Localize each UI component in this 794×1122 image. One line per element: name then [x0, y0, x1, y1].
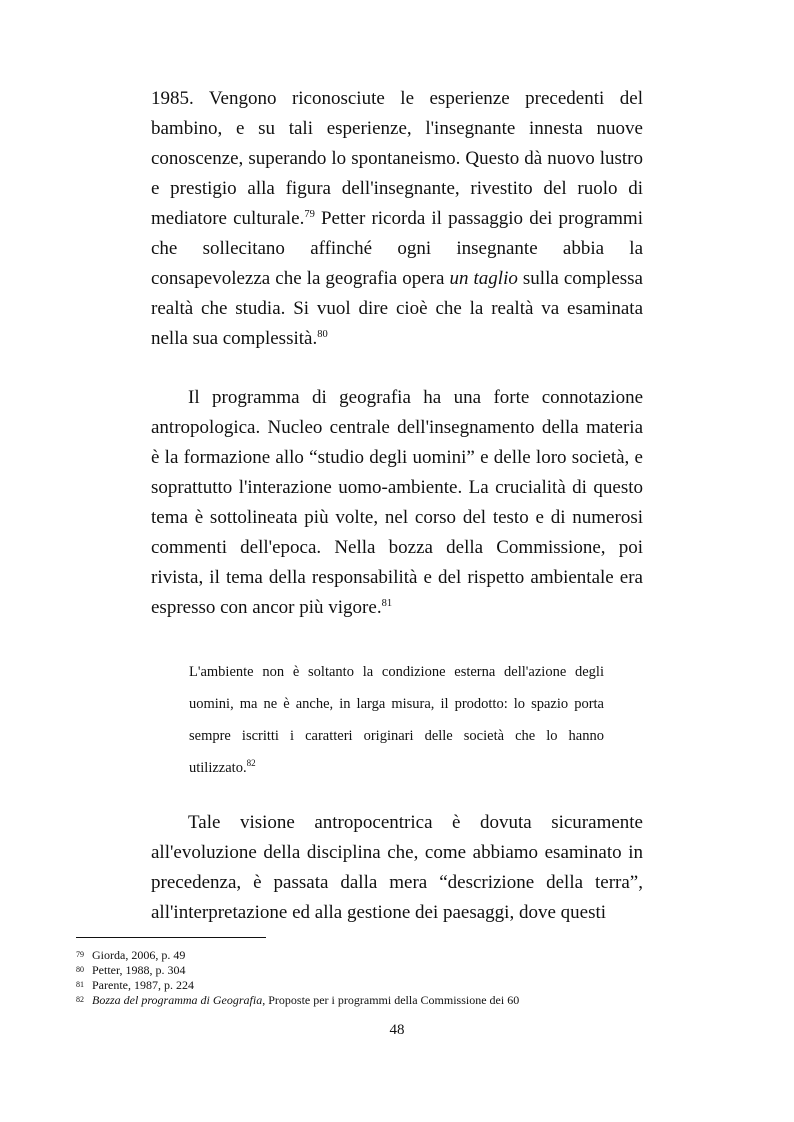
paragraph-3-text: Tale visione antropocentrica è dovuta sicuramente all'evoluzione della disciplina che, come abbiamo esaminato in precedenza, è passata dalla mera “descrizione della terra”, all'interpretazione ed alla gestione dei paesaggi, dove questi	[151, 812, 643, 923]
footnote-ref-81[interactable]: 81	[381, 598, 393, 609]
footnote-number: 80	[76, 965, 84, 974]
paragraph-1-text-c: sulla complessa realtà che studia. Si vuol dire cioè che la realtà va esaminata nella sua complessità.	[151, 268, 643, 349]
block-quote	[189, 656, 604, 784]
footnote-number: 79	[76, 950, 84, 959]
paragraph-1	[151, 84, 643, 354]
footnote-text: Parente, 1987, p. 224	[92, 978, 194, 992]
block-quote-text: L'ambiente non è soltanto la condizione esterna dell'azione degli uomini, ma ne è anche, in larga misura, il prodotto: lo spazio porta sempre iscritti i caratteri originari delle società che lo hanno utilizzato.	[189, 664, 604, 776]
paragraph-2-text: Il programma di geografia ha una forte connotazione antropologica. Nucleo centrale dell'insegnamento della materia è la formazione allo “studio degli uomini” e delle loro società, e soprattutto l'interazione uomo-ambiente. La crucialità di questo tema è sottolineata più volte, nel corso del testo e di numerosi commenti dell'epoca. Nella bozza della Commissione, poi rivista, il tema della responsabilità e del rispetto ambientale era espresso con ancor più vigore.	[151, 387, 643, 618]
page-number: 48	[389, 1022, 405, 1038]
footnote-ref-80[interactable]: 80	[317, 329, 328, 340]
footnote-79	[76, 948, 716, 963]
footnote-separator	[76, 937, 266, 938]
footnote-number: 82	[76, 995, 84, 1004]
paragraph-2	[151, 383, 643, 623]
footnote-ref-79[interactable]: 79	[304, 209, 315, 220]
paragraph-1-text-a: 1985. Vengono riconosciute le esperienze precedenti del bambino, e su tali esperienze, l'insegnante innesta nuove conoscenze, superando lo spontaneismo. Questo dà nuovo lustro e prestigio alla figura dell'insegnante, rivestito del ruolo di mediatore culturale.	[151, 88, 643, 229]
paragraph-3	[151, 808, 643, 928]
footnote-number: 81	[76, 980, 84, 989]
footnote-text-rest: , Proposte per i programmi della Commissione dei 60	[262, 993, 520, 1007]
footnote-text: Petter, 1988, p. 304	[92, 963, 186, 977]
paragraph-1-text-b: Petter ricorda il passaggio dei programmi che sollecitano affinché ogni insegnante abbia la consapevolezza che la geografia opera	[151, 208, 643, 289]
footnote-82	[76, 993, 716, 1008]
footnote-81	[76, 978, 716, 993]
emphasis-text: un taglio	[449, 268, 518, 289]
footnote-italic-title: Bozza del programma di Geografia	[92, 993, 263, 1007]
footnote-text: Giorda, 2006, p. 49	[92, 948, 186, 962]
footnotes	[76, 948, 716, 1008]
footnote-ref-82[interactable]: 82	[246, 758, 256, 768]
footnote-text	[92, 993, 519, 1007]
footnote-80	[76, 963, 716, 978]
